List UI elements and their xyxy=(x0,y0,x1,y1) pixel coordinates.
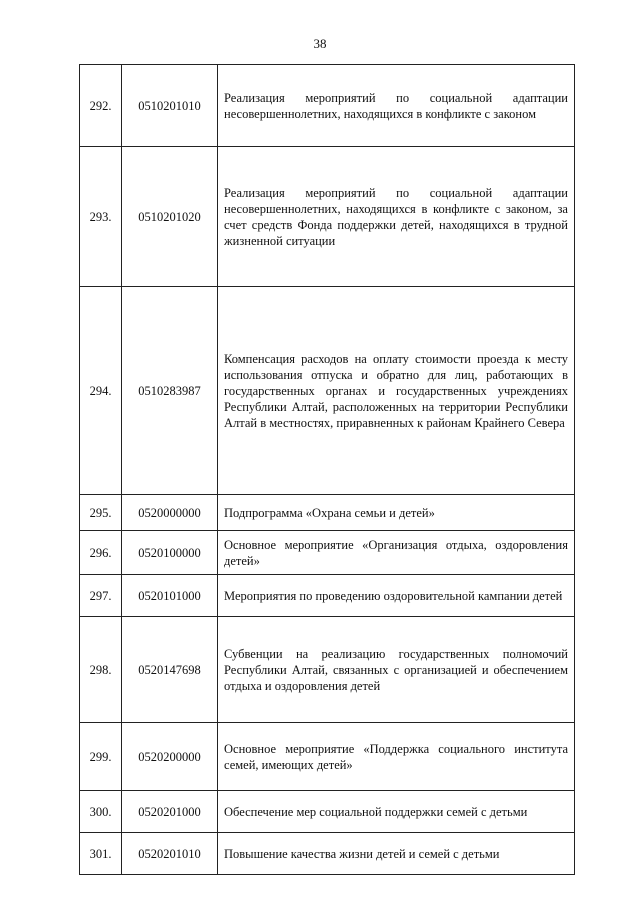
row-code: 0510201010 xyxy=(122,65,218,147)
row-code: 0510201020 xyxy=(122,147,218,287)
row-number: 295. xyxy=(80,495,122,531)
page-number: 38 xyxy=(313,36,327,51)
row-number: 297. xyxy=(80,575,122,617)
row-number: 298. xyxy=(80,617,122,723)
row-code: 0520101000 xyxy=(122,575,218,617)
row-code: 0510283987 xyxy=(122,287,218,495)
row-number: 299. xyxy=(80,723,122,791)
row-number: 292. xyxy=(80,65,122,147)
row-number: 296. xyxy=(80,531,122,575)
row-code: 0520201000 xyxy=(122,791,218,833)
row-description: Подпрограмма «Охрана семьи и детей» xyxy=(218,495,575,531)
table-row xyxy=(80,723,575,791)
row-description: Основное мероприятие «Поддержка социального института семей, имеющих детей» xyxy=(218,723,575,791)
row-code: 0520000000 xyxy=(122,495,218,531)
row-description: Основное мероприятие «Организация отдыха, оздоровления детей» xyxy=(218,531,575,575)
row-number: 294. xyxy=(80,287,122,495)
row-description: Реализация мероприятий по социальной адаптации несовершеннолетних, находящихся в конфликте с законом, за счет средств Фонда поддержки детей, находящихся в трудной жизненной ситуации xyxy=(218,147,575,287)
row-code: 0520100000 xyxy=(122,531,218,575)
row-code: 0520201010 xyxy=(122,833,218,875)
row-description: Реализация мероприятий по социальной адаптации несовершеннолетних, находящихся в конфликте с законом xyxy=(218,65,575,147)
table-row xyxy=(80,495,575,531)
row-description: Обеспечение мер социальной поддержки семей с детьми xyxy=(218,791,575,833)
table-row xyxy=(80,147,575,287)
table-row xyxy=(80,617,575,723)
row-number: 293. xyxy=(80,147,122,287)
table-row xyxy=(80,531,575,575)
row-number: 300. xyxy=(80,791,122,833)
row-description: Повышение качества жизни детей и семей с детьми xyxy=(218,833,575,875)
budget-codes-table xyxy=(79,64,575,875)
row-code: 0520200000 xyxy=(122,723,218,791)
table-row xyxy=(80,65,575,147)
table-row xyxy=(80,287,575,495)
row-description: Компенсация расходов на оплату стоимости проезда к месту использования отпуска и обратно для лиц, работающих в государственных органах и государственных учреждениях Республики Алтай, расположенных на территории Республики Алтай в местностях, приравненных к районам Крайнего Севера xyxy=(218,287,575,495)
row-number: 301. xyxy=(80,833,122,875)
table-row xyxy=(80,791,575,833)
table-row xyxy=(80,575,575,617)
row-description: Мероприятия по проведению оздоровительной кампании детей xyxy=(218,575,575,617)
row-code: 0520147698 xyxy=(122,617,218,723)
table-row xyxy=(80,833,575,875)
row-description: Субвенции на реализацию государственных полномочий Республики Алтай, связанных с организацией и обеспечением отдыха и оздоровления детей xyxy=(218,617,575,723)
